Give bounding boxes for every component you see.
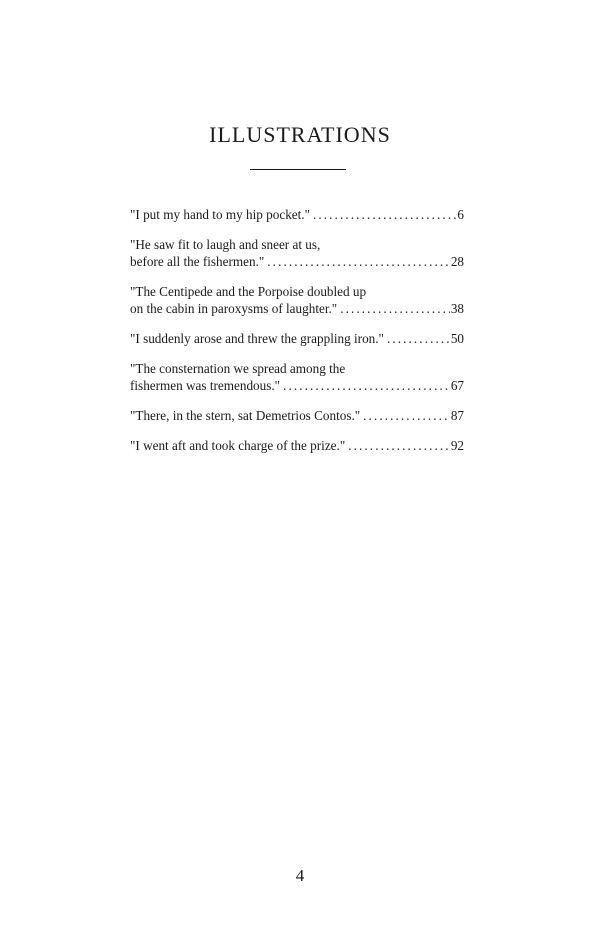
entry-page: 6 [457,207,464,222]
list-item [130,330,464,347]
leader-dots [283,377,450,394]
entry-page: 67 [450,378,464,393]
leader-dots [267,253,450,270]
entry-caption: "The Centipede and the Porpoise doubled up [130,284,367,299]
list-item [130,437,464,454]
entry-caption: "The consternation we spread among the [130,361,346,376]
entry-caption: "There, in the stern, sat Demetrios Contos." [130,408,361,423]
page-number: 4 [295,866,305,885]
list-item [130,236,464,270]
leader-dots [363,407,450,424]
entry-caption: "I put my hand to my hip pocket." [130,207,310,222]
page-title: ILLUSTRATIONS [209,122,391,147]
leader-dots [387,330,450,347]
entry-caption: "He saw fit to laugh and sneer at us, [130,237,321,252]
leader-dots [313,206,456,223]
entry-page: 38 [450,301,464,316]
entry-caption-cont: before all the fishermen." [130,254,265,269]
entry-caption-cont: on the cabin in paroxysms of laughter." [130,301,338,316]
illustrations-list [130,206,464,467]
title-rule [250,169,346,170]
entry-page: 92 [450,438,464,453]
leader-dots [340,300,450,317]
entry-page: 28 [450,254,464,269]
entry-caption: "I suddenly arose and threw the grappling iron." [130,331,384,346]
entry-caption: "I went aft and took charge of the prize." [130,438,346,453]
entry-caption-cont: fishermen was tremendous." [130,378,281,393]
list-item [130,360,464,394]
list-item [130,206,464,223]
list-item [130,407,464,424]
list-item [130,283,464,317]
leader-dots [348,437,450,454]
entry-page: 87 [450,408,464,423]
entry-page: 50 [450,331,464,346]
